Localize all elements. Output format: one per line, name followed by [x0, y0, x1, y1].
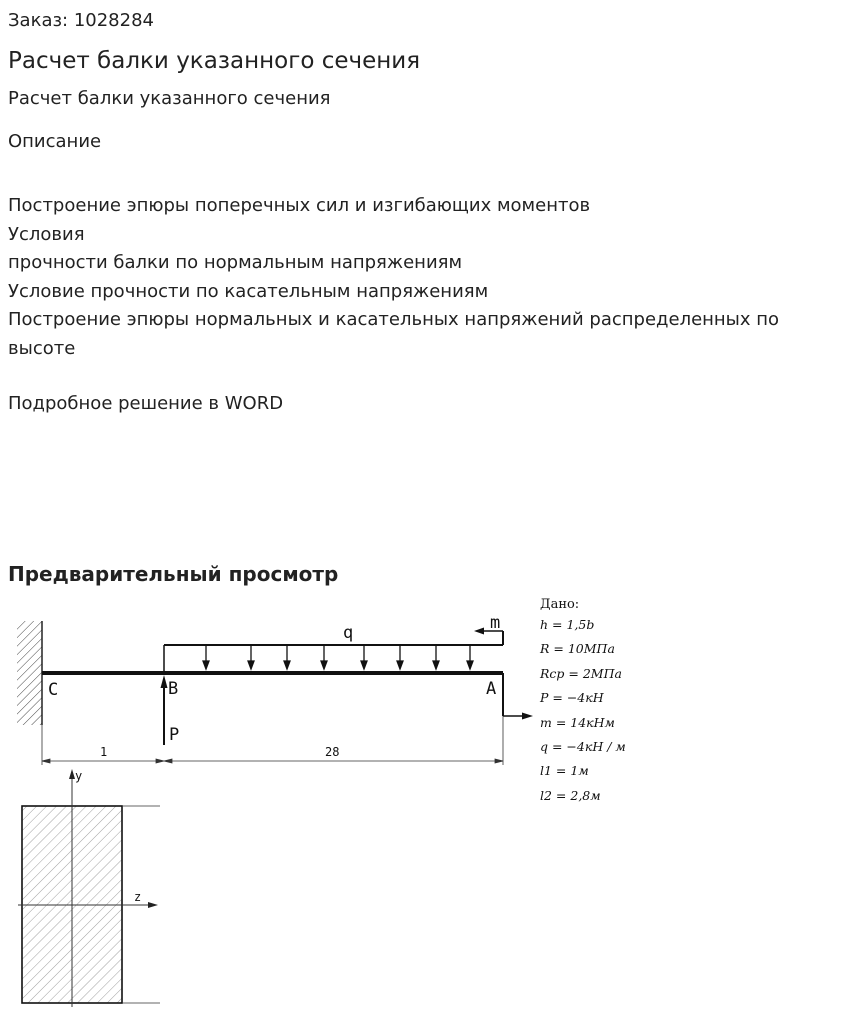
description-text [8, 192, 838, 364]
fixed-support [17, 621, 42, 725]
beam-diagram [0, 595, 540, 1015]
given-row: h = 1,5b [540, 617, 595, 632]
description-line: Условие прочности по касательным напряжениям [8, 280, 489, 302]
label-q: q [343, 623, 354, 643]
given-row: R = 10МПа [540, 641, 615, 657]
description-line: прочности балки по нормальным напряжениям [8, 252, 463, 274]
cross-section [18, 769, 160, 1007]
force-p [161, 675, 168, 745]
order-number: Заказ: 1028284 [8, 10, 154, 31]
distributed-load [164, 645, 503, 671]
label-a: A [486, 679, 497, 699]
label-c: C [48, 680, 59, 700]
description-label: Описание [8, 131, 102, 152]
given-row: Rср = 2МПа [540, 665, 622, 681]
preview-heading: Предварительный просмотр [8, 562, 339, 586]
label-m: m [490, 613, 501, 633]
given-row: P = −4кН [540, 690, 604, 706]
dim-l2: 28 [325, 745, 340, 759]
given-row: l1 = 1м [540, 763, 589, 779]
axis-z-label: z [134, 890, 142, 904]
force-arrow-a [503, 673, 533, 720]
label-p: P [169, 725, 180, 745]
page-title: Расчет балки указанного сечения [8, 48, 421, 74]
given-data [540, 597, 626, 808]
dim-l1: 1 [100, 745, 108, 759]
given-title: Дано: [540, 597, 580, 612]
description-line: Построение эпюры поперечных сил и изгибающих моментов [8, 195, 591, 216]
given-row: q = −4кН / м [540, 738, 626, 754]
solution-note: Подробное решение в WORD [8, 393, 284, 414]
description-line: Условия [8, 223, 85, 245]
axis-y-label: y [75, 769, 83, 783]
page-subtitle: Расчет балки указанного сечения [8, 88, 331, 109]
given-row: l2 = 2,8м [540, 787, 601, 803]
description-line: высоте [8, 337, 76, 359]
given-row: m = 14кНм [540, 714, 615, 730]
description-line: Построение эпюры нормальных и касательных напряжений распределенных по [8, 309, 780, 331]
dimension-lines [42, 716, 503, 765]
label-b: B [168, 679, 179, 699]
